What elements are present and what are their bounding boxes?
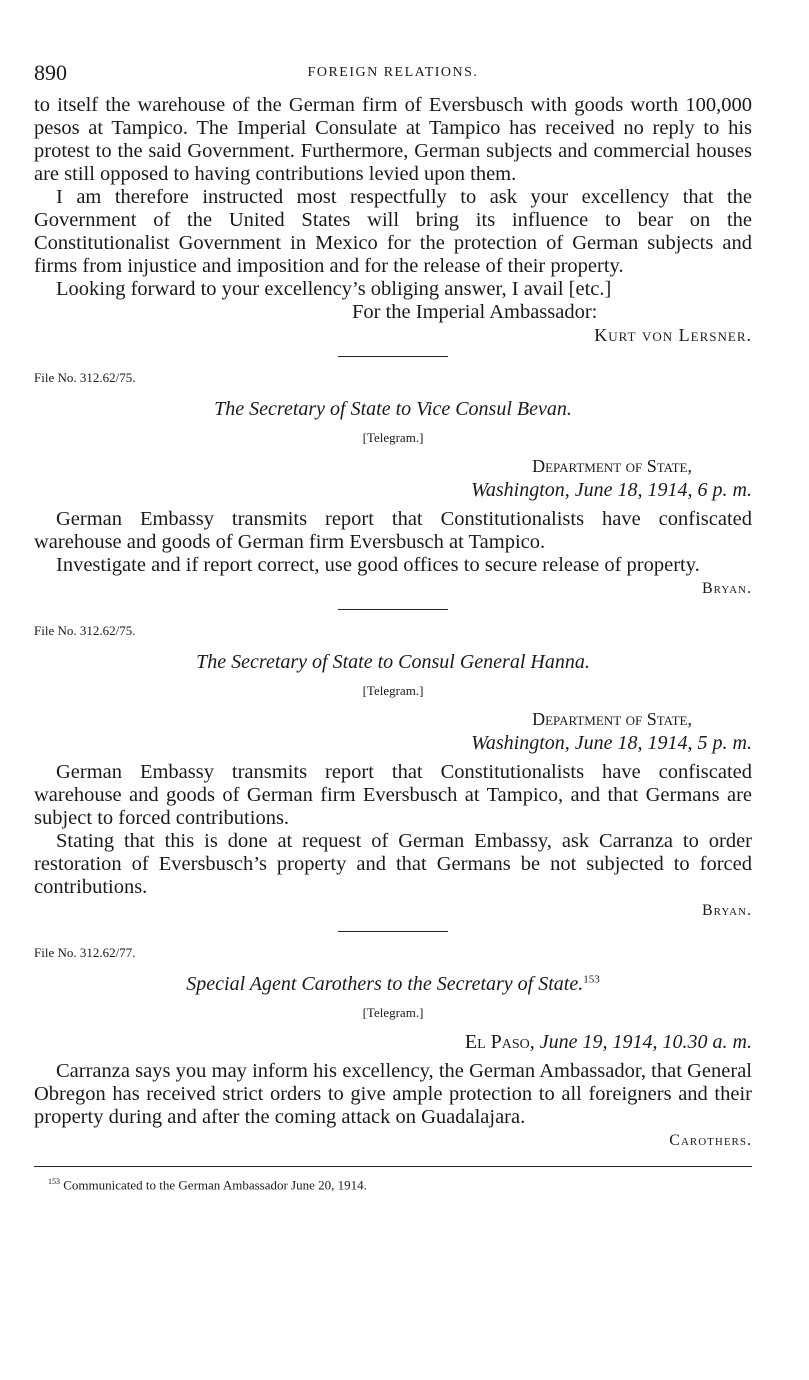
section-divider (338, 356, 448, 357)
letter-paragraph: Looking forward to your excellency’s obliging answer, I avail [etc.] (56, 278, 612, 300)
letter-paragraph: to itself the warehouse of the German firm of Eversbusch with goods worth 100,000 pesos at Tampico. The Imperial Consulate at Tampico has received no reply to his protest to the said Government. Furthermore, German subjects and commercial houses are still opposed to having contributions levied upon them. (34, 94, 752, 185)
body-paragraph: Stating that this is done at request of German Embassy, ask Carranza to order restoration of Eversbusch’s property and that Germans be not subjected to forced contributions. (34, 830, 752, 898)
dateline-org: Department of State, (532, 709, 692, 729)
signature: Bryan. (701, 580, 752, 597)
document-title: The Secretary of State to Vice Consul Bevan. (214, 398, 572, 420)
document-title-text: Special Agent Carothers to the Secretary of State. (186, 973, 584, 995)
signature: Carothers. (669, 1132, 752, 1149)
dateline (34, 1030, 752, 1054)
document-title: The Secretary of State to Consul General Hanna. (196, 651, 590, 673)
dateline-place: El Paso, (464, 1031, 535, 1053)
footnote-text: Communicated to the German Ambassador June 20, 1914. (63, 1177, 367, 1193)
dateline: Washington, June 18, 1914, 5 p. m. (471, 732, 752, 754)
section-divider (338, 931, 448, 932)
page-number: 890 (34, 60, 67, 85)
letter-signature: Kurt von Lersner. (594, 325, 752, 345)
telegram-note: [Telegram.] (362, 430, 424, 445)
telegram-note: [Telegram.] (362, 683, 424, 698)
file-number: File No. 312.62/75. (34, 370, 136, 385)
footnote-reference: 153 (583, 973, 600, 986)
footnote-divider (34, 1166, 752, 1167)
document-title (34, 973, 752, 996)
file-number: File No. 312.62/75. (34, 623, 136, 638)
dateline-org: Department of State, (532, 456, 692, 476)
document-carothers (34, 945, 752, 1152)
body-paragraph: Carranza says you may inform his excellency, the German Ambassador, that General Obregon has received strict orders to give ample protection to all foreigners and their property during and after the coming attack on Guadalajara. (34, 1060, 752, 1128)
body-paragraph: Investigate and if report correct, use good offices to secure release of property. (56, 554, 700, 576)
body-paragraph: German Embassy transmits report that Constitutionalists have confiscated warehouse and goods of German firm Eversbusch at Tampico. (34, 508, 752, 553)
document-hanna (34, 623, 752, 922)
letter-paragraph: I am therefore instructed most respectfully to ask your excellency that the Government of the United States will bring its influence to bear on the Constitutionalist Government in Mexico for the protection of German subjects and firms from injustice and imposition and for the release of their property. (34, 186, 752, 277)
section-divider (338, 609, 448, 610)
footnote (34, 1177, 752, 1193)
letter-closing: For the Imperial Ambassador: (352, 301, 598, 323)
document-bevan (34, 370, 752, 600)
running-head (34, 60, 752, 94)
telegram-note: [Telegram.] (362, 1005, 424, 1020)
body-paragraph: German Embassy transmits report that Constitutionalists have confiscated warehouse and goods of German firm Eversbusch at Tampico, and that Germans are subject to forced contributions. (34, 761, 752, 829)
document-page (34, 60, 752, 1193)
dateline-date: June 19, 1914, 10.30 a. m. (539, 1031, 752, 1053)
file-number: File No. 312.62/77. (34, 945, 136, 960)
letter-continuation (34, 94, 752, 347)
dateline: Washington, June 18, 1914, 6 p. m. (471, 479, 752, 501)
footnote-marker: 153 (48, 1177, 60, 1186)
running-title: FOREIGN RELATIONS. (307, 65, 479, 80)
signature: Bryan. (701, 902, 752, 919)
